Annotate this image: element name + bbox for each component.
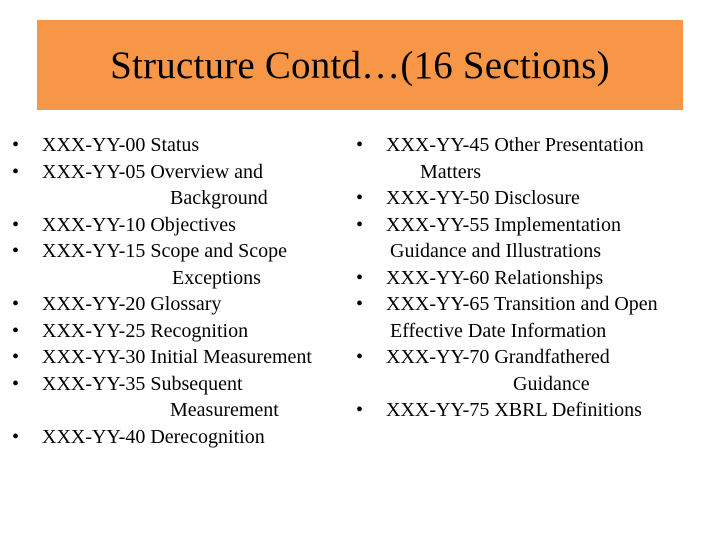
list-item [356, 212, 716, 265]
list-item [356, 185, 716, 212]
list-item [12, 212, 372, 239]
bullet-icon: • [356, 399, 364, 421]
bullet-icon: • [12, 293, 20, 315]
list-item-label: XXX-YY-55 Implementation [386, 213, 621, 236]
bullet-icon: • [12, 425, 20, 448]
list-item [12, 371, 372, 424]
list-item [356, 344, 716, 397]
list-item [12, 132, 372, 159]
list-item-label-continued: Effective Date Information [390, 319, 607, 342]
list-item-label: XXX-YY-30 Initial Measurement [42, 346, 312, 368]
list-item-label-continued: Guidance and Illustrations [390, 240, 602, 262]
bullet-icon: • [356, 213, 364, 236]
bullet-icon: • [12, 372, 20, 395]
bullet-icon: • [12, 346, 20, 368]
list-item-label: XXX-YY-70 Grandfathered [386, 346, 610, 368]
list-item-label: XXX-YY-35 Subsequent [42, 372, 243, 395]
list-item [356, 291, 716, 344]
bullet-icon: • [12, 134, 20, 156]
bullet-icon: • [12, 213, 20, 236]
list-item-label: XXX-YY-65 Transition and Open [386, 293, 658, 315]
right-bullet-list [356, 132, 716, 424]
list-item-label: XXX-YY-20 Glossary [42, 293, 222, 315]
list-item [12, 238, 372, 291]
bullet-icon: • [356, 346, 364, 368]
list-item-label: XXX-YY-50 Disclosure [386, 187, 580, 209]
list-item-label: XXX-YY-25 Recognition [42, 319, 249, 342]
list-item-label: XXX-YY-05 Overview and [42, 160, 264, 183]
bullet-icon: • [12, 319, 20, 342]
list-item [12, 318, 372, 345]
slide-title: Structure Contd…(16 Sections) [110, 43, 610, 87]
list-item [356, 265, 716, 292]
list-item [12, 344, 372, 371]
list-item-label: XXX-YY-45 Other Presentation [386, 134, 644, 156]
title-banner [37, 20, 683, 110]
bullet-icon: • [356, 293, 364, 315]
bullet-icon: • [356, 134, 364, 156]
list-item-label: XXX-YY-10 Objectives [42, 213, 236, 236]
bullet-icon: • [356, 187, 364, 209]
list-item-label-continued: Exceptions [172, 266, 261, 289]
list-item [12, 159, 372, 212]
bullet-icon: • [12, 240, 20, 262]
list-item-label-continued: Measurement [170, 399, 279, 421]
list-item-label-continued: Background [170, 187, 268, 209]
list-item [356, 132, 716, 185]
list-item [12, 424, 372, 451]
list-item-label-continued: Matters [420, 160, 482, 183]
list-item [356, 397, 716, 424]
left-bullet-list [12, 132, 372, 450]
list-item [12, 291, 372, 318]
list-item-label: XXX-YY-60 Relationships [386, 266, 604, 289]
bullet-icon: • [12, 160, 20, 183]
list-item-label: XXX-YY-15 Scope and Scope [42, 240, 287, 262]
bullet-icon: • [356, 266, 364, 289]
list-item-label: XXX-YY-75 XBRL Definitions [386, 399, 642, 421]
list-item-label-continued: Guidance [513, 372, 590, 395]
list-item-label: XXX-YY-00 Status [42, 134, 200, 156]
list-item-label: XXX-YY-40 Derecognition [42, 425, 265, 448]
